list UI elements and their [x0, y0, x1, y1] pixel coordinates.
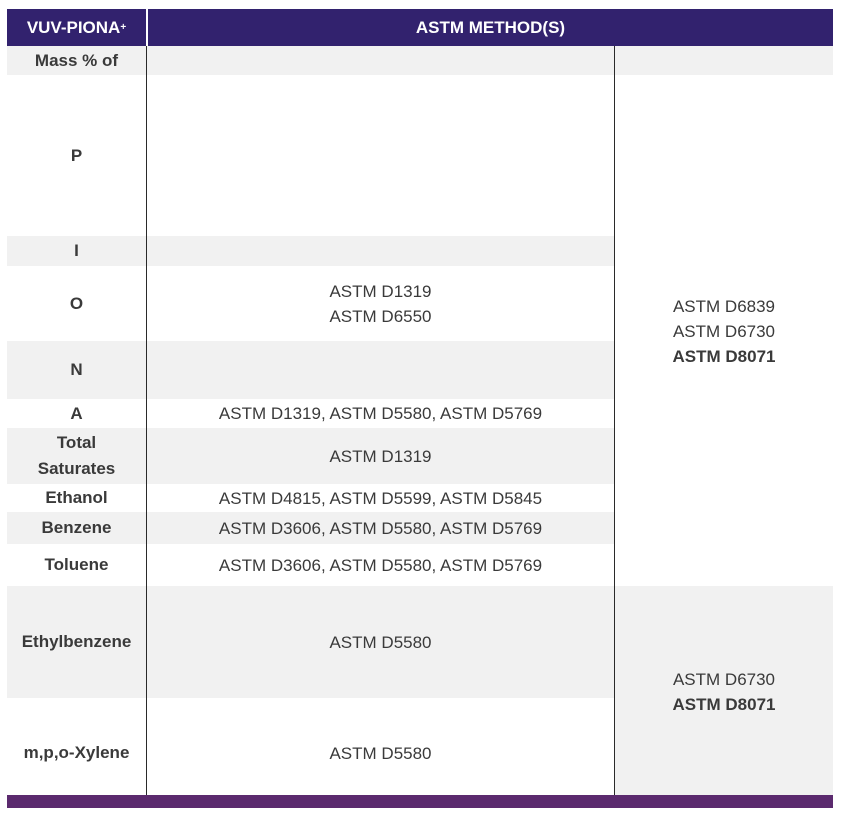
row-label-ethanol: Ethanol: [45, 488, 108, 507]
divider-col2-upper: [614, 46, 615, 586]
header-piona-sup: +: [120, 22, 127, 33]
row-label-ethylbenzene: Ethylbenzene: [21, 632, 132, 651]
methods-o: [147, 266, 614, 341]
right-group2-line1: ASTM D6730: [672, 670, 776, 689]
right-group1-line1: ASTM D6839: [672, 296, 776, 316]
methods-xylene: ASTM D5580: [329, 743, 432, 763]
row-label-xylene: m,p,o-Xylene: [23, 743, 130, 762]
right-group1-line2: ASTM D6730: [672, 321, 776, 341]
right-group2-bold: ASTM D8071: [672, 695, 776, 714]
methods-o-line2: ASTM D6550: [329, 306, 432, 326]
row-label-benzene: Benzene: [41, 518, 112, 537]
methods-o-line1: ASTM D1319: [329, 281, 432, 301]
methods-toluene: ASTM D3606, ASTM D5580, ASTM D5769: [218, 555, 543, 575]
methods-ethanol: ASTM D4815, ASTM D5599, ASTM D5845: [218, 488, 543, 508]
row-label-i: I: [74, 241, 79, 260]
methods-a: ASTM D1319, ASTM D5580, ASTM D5769: [218, 404, 543, 423]
table-footer: [7, 795, 833, 808]
methods-ethylbenzene: ASTM D5580: [329, 632, 432, 652]
subheader-mass-percent: Mass % of: [34, 50, 119, 70]
row-label-total-line2: Saturates: [37, 459, 116, 478]
header-piona-label: VUV-PIONA: [26, 17, 121, 37]
row-label-o: O: [69, 293, 84, 313]
methods-benzene: ASTM D3606, ASTM D5580, ASTM D5769: [218, 518, 543, 538]
divider-col1: [146, 46, 147, 796]
row-label-a: A: [70, 403, 83, 423]
header-astm-methods: ASTM METHOD(S): [415, 17, 566, 37]
row-label-total-line1: Total: [56, 433, 97, 452]
row-label-p: P: [70, 145, 83, 165]
methods-total-saturates: ASTM D1319: [329, 446, 432, 466]
header-piona: [7, 9, 146, 46]
divider-col2-lower: [614, 586, 615, 796]
right-methods-group-1: [615, 292, 833, 370]
row-label-total-saturates: [7, 428, 146, 484]
right-methods-group-2: [615, 666, 833, 718]
row-label-toluene: Toluene: [44, 555, 109, 574]
row-label-n: N: [70, 360, 83, 379]
right-group1-bold: ASTM D8071: [672, 346, 776, 366]
